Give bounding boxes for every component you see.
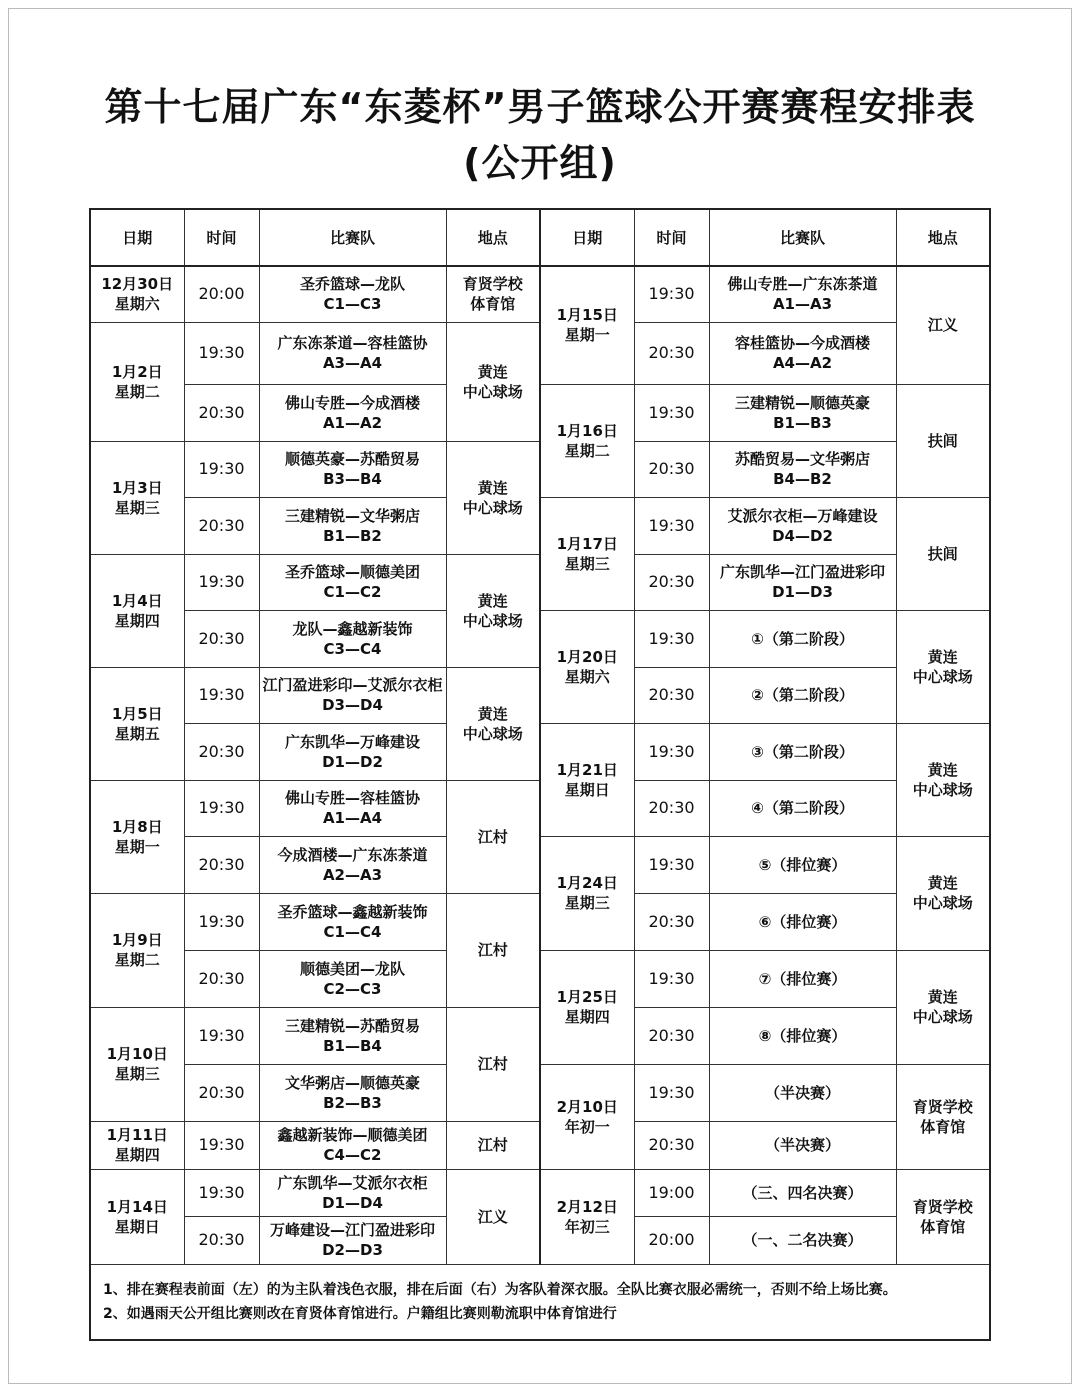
right-date-cell bbox=[540, 1064, 634, 1169]
right-match-cell bbox=[709, 836, 896, 893]
right-venue-cell-line1: 江义 bbox=[927, 316, 958, 335]
right-venue-cell bbox=[896, 723, 990, 836]
left-match-cell bbox=[259, 667, 446, 723]
right-date-cell bbox=[540, 1169, 634, 1264]
right-venue-cell-line2: 中心球场 bbox=[912, 894, 973, 912]
right-match-teams: ④（第二阶段） bbox=[751, 799, 854, 817]
left-date-cell-line1: 1月14日 bbox=[106, 1197, 168, 1216]
left-match-code: D1—D4 bbox=[322, 1193, 383, 1212]
left-date-cell-line2: 星期六 bbox=[114, 295, 160, 314]
right-date-cell bbox=[540, 497, 634, 610]
left-match-code: B1—B4 bbox=[323, 1036, 382, 1055]
right-date-cell-line2: 星期一 bbox=[564, 326, 610, 345]
right-match-cell bbox=[709, 497, 896, 554]
left-match-code: A1—A2 bbox=[322, 413, 383, 432]
left-venue-cell-line1: 江村 bbox=[477, 1136, 508, 1154]
left-date-cell-line2: 星期三 bbox=[114, 1065, 160, 1083]
left-venue-cell bbox=[446, 1169, 540, 1264]
left-match-code: C1—C2 bbox=[323, 583, 382, 601]
left-match-code: B3—B4 bbox=[323, 470, 382, 488]
left-time-cell: 20:00 bbox=[184, 266, 259, 322]
left-match-code: D3—D4 bbox=[322, 696, 383, 714]
left-venue-cell bbox=[446, 893, 540, 1007]
left-venue-cell-line2: 中心球场 bbox=[462, 724, 523, 743]
left-date-cell bbox=[90, 1121, 184, 1169]
left-venue-cell bbox=[446, 554, 540, 667]
left-match-cell bbox=[259, 893, 446, 950]
left-date-cell bbox=[90, 554, 184, 667]
right-match-teams: 广东凯华—江门盈进彩印 bbox=[719, 563, 885, 581]
right-venue-cell-line2: 中心球场 bbox=[912, 780, 973, 799]
left-match-code: D1—D2 bbox=[322, 752, 383, 771]
right-time-cell: 20:30 bbox=[634, 780, 709, 836]
right-match-teams: 艾派尔衣柜—万峰建设 bbox=[727, 506, 878, 525]
left-match-teams: 文华粥店—顺德英豪 bbox=[284, 1073, 420, 1092]
left-time-cell: 19:30 bbox=[184, 554, 259, 610]
left-date-cell-line1: 1月4日 bbox=[111, 591, 163, 610]
right-match-cell bbox=[709, 1064, 896, 1121]
left-venue-cell-line1: 黄连 bbox=[477, 362, 508, 381]
left-match-cell bbox=[259, 384, 446, 441]
right-match-teams: （半决赛） bbox=[764, 1136, 840, 1154]
left-venue-cell-line1: 江义 bbox=[477, 1207, 508, 1226]
left-time-cell: 19:30 bbox=[184, 893, 259, 950]
left-date-cell-line1: 1月8日 bbox=[111, 817, 163, 836]
right-match-teams: （半决赛） bbox=[764, 1083, 840, 1102]
right-time-cell: 20:30 bbox=[634, 554, 709, 610]
right-date-cell-line2: 星期三 bbox=[564, 554, 610, 573]
left-match-code: B1—B2 bbox=[323, 526, 382, 545]
right-time-cell: 19:30 bbox=[634, 266, 709, 322]
left-match-code: D2—D3 bbox=[322, 1241, 383, 1259]
header-cell: 地点 bbox=[896, 209, 990, 266]
left-date-cell-line2: 星期四 bbox=[114, 611, 160, 630]
right-match-cell bbox=[709, 322, 896, 384]
left-match-cell bbox=[259, 497, 446, 554]
left-venue-cell-line1: 黄连 bbox=[477, 478, 508, 497]
right-time-cell: 20:00 bbox=[634, 1216, 709, 1264]
right-match-cell bbox=[709, 1007, 896, 1064]
left-venue-cell-line2: 体育馆 bbox=[470, 295, 516, 314]
header-cell: 地点 bbox=[446, 209, 540, 266]
left-date-cell bbox=[90, 1169, 184, 1264]
left-date-cell-line2: 星期三 bbox=[114, 498, 160, 517]
left-match-cell bbox=[259, 441, 446, 497]
right-match-cell bbox=[709, 1169, 896, 1216]
left-match-cell bbox=[259, 1169, 446, 1216]
right-date-cell bbox=[540, 266, 634, 384]
left-match-code: C1—C3 bbox=[323, 295, 382, 314]
left-match-code: A3—A4 bbox=[322, 354, 383, 372]
left-venue-cell-line1: 江村 bbox=[477, 1055, 508, 1073]
right-match-teams: 三建精锐—顺德英豪 bbox=[734, 393, 870, 412]
left-time-cell: 20:30 bbox=[184, 836, 259, 893]
left-date-cell-line2: 星期二 bbox=[114, 382, 160, 401]
right-match-teams: ⑦（排位赛） bbox=[758, 969, 847, 988]
right-date-cell bbox=[540, 950, 634, 1064]
right-match-cell bbox=[709, 384, 896, 441]
right-venue-cell-line1: 黄连 bbox=[927, 874, 958, 892]
right-venue-cell-line1: 黄连 bbox=[927, 760, 958, 779]
left-match-teams: 广东凯华—艾派尔衣柜 bbox=[277, 1173, 428, 1192]
right-venue-cell-line1: 育贤学校 bbox=[912, 1097, 973, 1116]
left-venue-cell bbox=[446, 1007, 540, 1121]
right-venue-cell-line2: 体育馆 bbox=[920, 1117, 966, 1136]
right-date-cell bbox=[540, 610, 634, 723]
left-venue-cell bbox=[446, 441, 540, 554]
left-date-cell-line2: 星期四 bbox=[114, 1146, 160, 1164]
left-match-teams: 三建精锐—文华粥店 bbox=[284, 506, 420, 525]
right-match-teams: ③（第二阶段） bbox=[751, 742, 854, 761]
left-date-cell-line1: 1月9日 bbox=[111, 931, 163, 949]
left-match-teams: 广东冻茶道—容桂篮协 bbox=[277, 334, 428, 352]
left-match-teams: 三建精锐—苏酷贸易 bbox=[284, 1016, 420, 1035]
header-cell: 比赛队 bbox=[709, 209, 896, 266]
left-venue-cell-line1: 黄连 bbox=[477, 591, 508, 610]
header-cell: 日期 bbox=[90, 209, 184, 266]
right-venue-cell-line1: 扶闾 bbox=[927, 544, 958, 563]
left-venue-cell bbox=[446, 322, 540, 441]
left-venue-cell-line2: 中心球场 bbox=[462, 611, 523, 630]
left-match-teams: 顺德美团—龙队 bbox=[299, 959, 405, 978]
right-match-cell bbox=[709, 1216, 896, 1264]
left-match-cell bbox=[259, 950, 446, 1007]
left-match-teams: 佛山专胜—容桂篮协 bbox=[284, 789, 420, 807]
right-match-cell bbox=[709, 950, 896, 1007]
notes-cell bbox=[90, 1264, 990, 1340]
note-line: 1、排在赛程表前面（左）的为主队着浅色衣服，排在后面（右）为客队着深衣服。全队比赛衣服必需统一，否则不给上场比赛。 bbox=[103, 1281, 897, 1298]
left-match-cell bbox=[259, 1121, 446, 1169]
table-row bbox=[90, 950, 990, 1007]
right-date-cell-line2: 星期三 bbox=[564, 894, 610, 912]
left-match-teams: 江门盈进彩印—艾派尔衣柜 bbox=[262, 676, 443, 694]
right-match-code: D4—D2 bbox=[772, 526, 833, 545]
left-match-cell bbox=[259, 836, 446, 893]
right-date-cell-line2: 星期二 bbox=[564, 441, 610, 460]
left-time-cell: 20:30 bbox=[184, 497, 259, 554]
left-time-cell: 19:30 bbox=[184, 667, 259, 723]
left-match-code: C3—C4 bbox=[323, 639, 382, 658]
left-date-cell-line1: 12月30日 bbox=[101, 275, 174, 294]
right-date-cell-line1: 2月12日 bbox=[556, 1197, 618, 1216]
left-date-cell-line2: 星期日 bbox=[114, 1217, 160, 1236]
right-match-code: A1—A3 bbox=[772, 295, 833, 314]
left-match-code: C1—C4 bbox=[323, 922, 382, 941]
right-match-code: B1—B3 bbox=[773, 413, 832, 432]
right-match-teams: 容桂篮协—今成酒楼 bbox=[734, 334, 870, 352]
left-time-cell: 19:30 bbox=[184, 780, 259, 836]
left-time-cell: 19:30 bbox=[184, 1007, 259, 1064]
left-match-cell bbox=[259, 322, 446, 384]
right-match-cell bbox=[709, 893, 896, 950]
right-match-teams: （三、四名决赛） bbox=[742, 1183, 863, 1202]
right-venue-cell-line1: 扶闾 bbox=[927, 431, 958, 450]
left-date-cell-line2: 星期五 bbox=[114, 724, 160, 743]
right-date-cell-line2: 星期日 bbox=[564, 780, 610, 799]
right-venue-cell-line2: 中心球场 bbox=[912, 667, 973, 686]
left-match-cell bbox=[259, 1007, 446, 1064]
left-match-teams: 圣乔篮球—顺德美团 bbox=[284, 563, 420, 581]
right-match-teams: ⑧（排位赛） bbox=[758, 1026, 847, 1045]
right-venue-cell-line1: 黄连 bbox=[927, 988, 958, 1006]
left-time-cell: 20:30 bbox=[184, 1216, 259, 1264]
table-row bbox=[90, 266, 990, 322]
right-venue-cell bbox=[896, 1064, 990, 1169]
page-title: 第十七届广东“东菱杯”男子篮球公开赛赛程安排表 bbox=[104, 85, 976, 129]
left-match-teams: 圣乔篮球—鑫越新装饰 bbox=[277, 902, 428, 921]
table-row bbox=[90, 1064, 990, 1121]
right-match-cell bbox=[709, 554, 896, 610]
right-match-teams: 苏酷贸易—文华粥店 bbox=[734, 450, 870, 468]
notes-row bbox=[90, 1264, 990, 1340]
left-venue-cell bbox=[446, 266, 540, 322]
right-match-code: B4—B2 bbox=[773, 470, 832, 488]
left-date-cell bbox=[90, 667, 184, 780]
left-date-cell-line1: 1月3日 bbox=[111, 478, 163, 497]
left-venue-cell-line1: 育贤学校 bbox=[462, 275, 523, 294]
right-date-cell-line1: 1月15日 bbox=[556, 306, 618, 325]
right-match-code: A4—A2 bbox=[772, 354, 833, 372]
left-time-cell: 19:30 bbox=[184, 441, 259, 497]
table-row bbox=[90, 723, 990, 780]
left-match-teams: 龙队—鑫越新装饰 bbox=[292, 619, 413, 638]
left-date-cell-line2: 星期一 bbox=[114, 837, 160, 856]
right-match-teams: ⑥（排位赛） bbox=[758, 912, 847, 931]
note-line: 2、如遇雨天公开组比赛则改在育贤体育馆进行。户籍组比赛则勒流职中体育馆进行 bbox=[103, 1305, 617, 1322]
left-match-code: C4—C2 bbox=[323, 1146, 382, 1164]
left-time-cell: 20:30 bbox=[184, 610, 259, 667]
left-match-teams: 顺德英豪—苏酷贸易 bbox=[284, 450, 420, 468]
right-match-cell bbox=[709, 780, 896, 836]
header-cell: 日期 bbox=[540, 209, 634, 266]
right-venue-cell bbox=[896, 266, 990, 384]
right-time-cell: 19:30 bbox=[634, 836, 709, 893]
right-date-cell-line1: 1月25日 bbox=[556, 988, 618, 1006]
right-venue-cell bbox=[896, 1169, 990, 1264]
right-date-cell-line2: 星期六 bbox=[564, 667, 610, 686]
left-match-teams: 鑫越新装饰—顺德美团 bbox=[277, 1126, 428, 1144]
left-venue-cell bbox=[446, 780, 540, 893]
right-match-teams: （一、二名决赛） bbox=[742, 1231, 863, 1249]
left-date-cell-line1: 1月10日 bbox=[106, 1045, 168, 1063]
right-date-cell-line2: 星期四 bbox=[564, 1008, 610, 1026]
right-date-cell-line1: 1月16日 bbox=[556, 421, 618, 440]
left-venue-cell-line1: 黄连 bbox=[477, 704, 508, 723]
left-match-teams: 万峰建设—江门盈进彩印 bbox=[269, 1221, 435, 1239]
right-date-cell-line1: 1月20日 bbox=[556, 647, 618, 666]
left-venue-cell bbox=[446, 667, 540, 780]
right-time-cell: 19:00 bbox=[634, 1169, 709, 1216]
right-date-cell bbox=[540, 384, 634, 497]
left-date-cell bbox=[90, 266, 184, 322]
left-match-cell bbox=[259, 1064, 446, 1121]
right-time-cell: 19:30 bbox=[634, 1064, 709, 1121]
left-time-cell: 20:30 bbox=[184, 384, 259, 441]
right-match-teams: ⑤（排位赛） bbox=[758, 855, 847, 874]
left-date-cell bbox=[90, 441, 184, 554]
left-date-cell bbox=[90, 780, 184, 893]
left-date-cell-line1: 1月5日 bbox=[111, 704, 163, 723]
right-date-cell bbox=[540, 836, 634, 950]
right-match-cell bbox=[709, 667, 896, 723]
header-cell: 时间 bbox=[634, 209, 709, 266]
right-venue-cell bbox=[896, 836, 990, 950]
left-date-cell-line2: 星期二 bbox=[114, 951, 160, 969]
right-match-cell bbox=[709, 1121, 896, 1169]
right-venue-cell bbox=[896, 950, 990, 1064]
right-venue-cell bbox=[896, 497, 990, 610]
right-venue-cell bbox=[896, 610, 990, 723]
right-time-cell: 19:30 bbox=[634, 384, 709, 441]
left-venue-cell bbox=[446, 1121, 540, 1169]
left-date-cell bbox=[90, 1007, 184, 1121]
table-row bbox=[90, 497, 990, 554]
right-time-cell: 19:30 bbox=[634, 723, 709, 780]
left-match-code: A2—A3 bbox=[322, 865, 383, 884]
left-venue-cell-line2: 中心球场 bbox=[462, 498, 523, 517]
table-row bbox=[90, 610, 990, 667]
left-match-cell bbox=[259, 723, 446, 780]
right-venue-cell-line1: 育贤学校 bbox=[912, 1197, 973, 1216]
left-match-cell bbox=[259, 780, 446, 836]
right-time-cell: 20:30 bbox=[634, 1007, 709, 1064]
right-match-cell bbox=[709, 266, 896, 322]
left-date-cell-line1: 1月11日 bbox=[106, 1126, 168, 1144]
right-date-cell-line1: 2月10日 bbox=[556, 1097, 618, 1116]
right-match-cell bbox=[709, 441, 896, 497]
left-date-cell bbox=[90, 893, 184, 1007]
right-date-cell-line2: 年初三 bbox=[564, 1217, 610, 1236]
left-match-code: C2—C3 bbox=[323, 979, 382, 998]
left-time-cell: 19:30 bbox=[184, 322, 259, 384]
left-match-code: B2—B3 bbox=[323, 1093, 382, 1112]
left-date-cell-line1: 1月2日 bbox=[111, 362, 163, 381]
left-match-teams: 今成酒楼—广东冻茶道 bbox=[277, 845, 428, 864]
left-venue-cell-line2: 中心球场 bbox=[462, 382, 523, 401]
table-row bbox=[90, 836, 990, 893]
table-row bbox=[90, 1169, 990, 1216]
left-time-cell: 20:30 bbox=[184, 723, 259, 780]
right-venue-cell-line2: 体育馆 bbox=[920, 1217, 966, 1236]
right-time-cell: 20:30 bbox=[634, 1121, 709, 1169]
right-match-teams: ①（第二阶段） bbox=[751, 629, 854, 648]
left-time-cell: 20:30 bbox=[184, 950, 259, 1007]
left-match-teams: 广东凯华—万峰建设 bbox=[284, 732, 420, 751]
right-date-cell-line1: 1月24日 bbox=[556, 874, 618, 892]
right-venue-cell bbox=[896, 384, 990, 497]
schedule-table bbox=[89, 208, 991, 1341]
left-time-cell: 19:30 bbox=[184, 1169, 259, 1216]
right-time-cell: 19:30 bbox=[634, 950, 709, 1007]
page-subtitle: (公开组) bbox=[463, 141, 617, 185]
right-time-cell: 20:30 bbox=[634, 441, 709, 497]
left-match-code: A1—A4 bbox=[322, 809, 383, 827]
right-date-cell-line2: 年初一 bbox=[564, 1117, 610, 1136]
left-venue-cell-line1: 江村 bbox=[477, 941, 508, 959]
right-venue-cell-line2: 中心球场 bbox=[912, 1008, 973, 1026]
header-cell: 比赛队 bbox=[259, 209, 446, 266]
left-match-cell bbox=[259, 266, 446, 322]
right-time-cell: 19:30 bbox=[634, 610, 709, 667]
left-time-cell: 20:30 bbox=[184, 1064, 259, 1121]
right-time-cell: 19:30 bbox=[634, 497, 709, 554]
left-match-teams: 圣乔篮球—龙队 bbox=[299, 275, 405, 294]
right-match-cell bbox=[709, 723, 896, 780]
right-date-cell bbox=[540, 723, 634, 836]
right-date-cell-line1: 1月21日 bbox=[556, 760, 618, 779]
left-venue-cell-line1: 江村 bbox=[477, 827, 508, 846]
left-match-teams: 佛山专胜—今成酒楼 bbox=[284, 393, 420, 412]
right-match-code: D1—D3 bbox=[772, 583, 833, 601]
right-match-cell bbox=[709, 610, 896, 667]
table-header-row bbox=[90, 209, 990, 266]
right-match-teams: ②（第二阶段） bbox=[751, 686, 854, 704]
left-match-cell bbox=[259, 1216, 446, 1264]
right-match-teams: 佛山专胜—广东冻茶道 bbox=[727, 275, 878, 294]
left-date-cell bbox=[90, 322, 184, 441]
right-date-cell-line1: 1月17日 bbox=[556, 534, 618, 553]
left-time-cell: 19:30 bbox=[184, 1121, 259, 1169]
right-time-cell: 20:30 bbox=[634, 322, 709, 384]
left-match-cell bbox=[259, 610, 446, 667]
right-time-cell: 20:30 bbox=[634, 893, 709, 950]
left-match-cell bbox=[259, 554, 446, 610]
table-row bbox=[90, 384, 990, 441]
right-venue-cell-line1: 黄连 bbox=[927, 647, 958, 666]
right-time-cell: 20:30 bbox=[634, 667, 709, 723]
header-cell: 时间 bbox=[184, 209, 259, 266]
